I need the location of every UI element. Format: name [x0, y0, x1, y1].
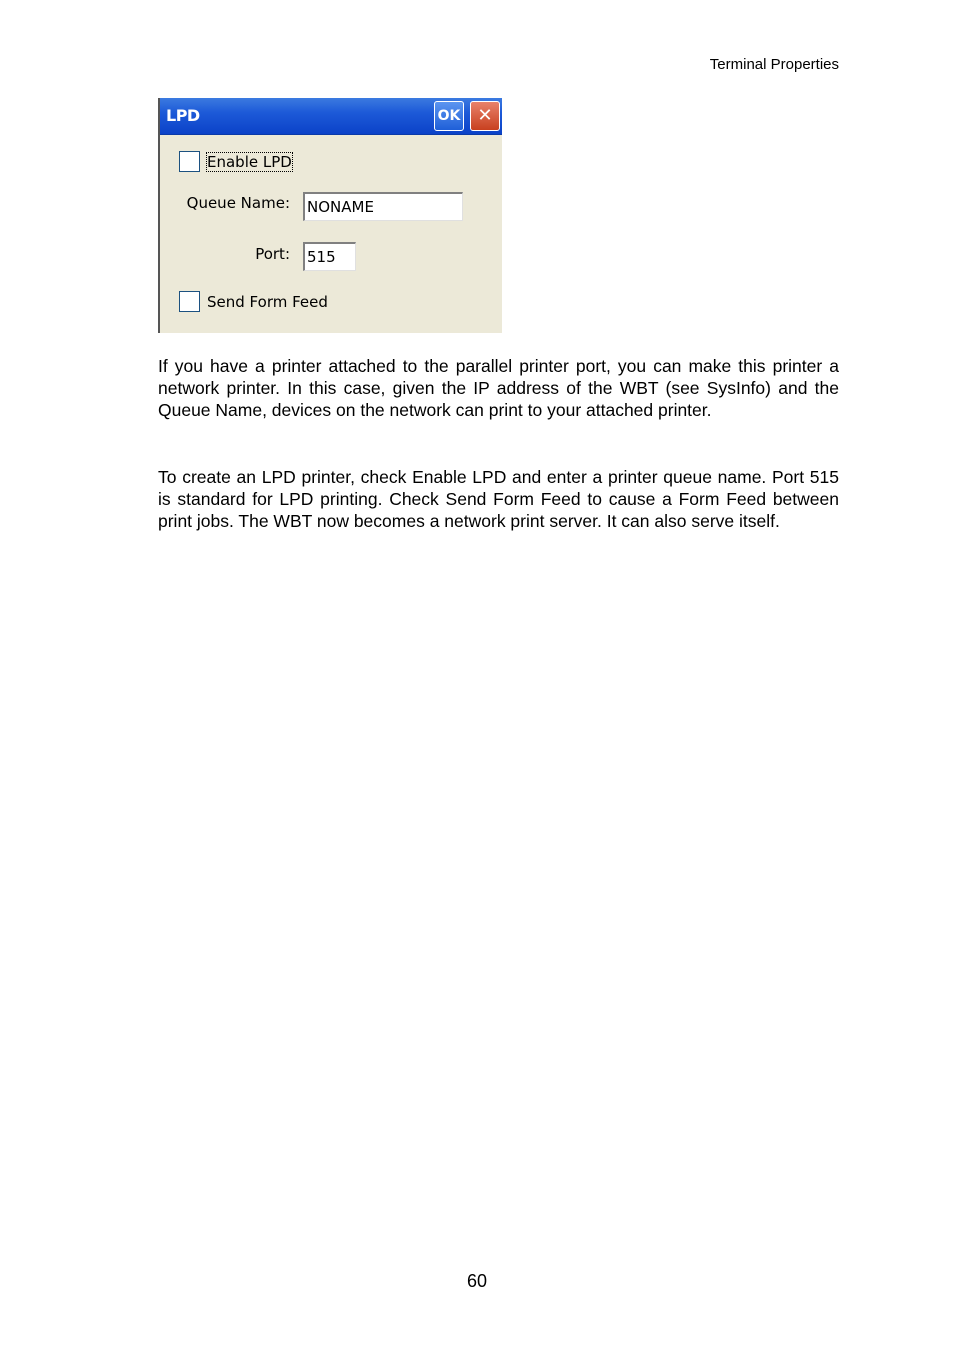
- port-input[interactable]: [303, 242, 356, 271]
- ok-button[interactable]: OK: [434, 101, 464, 131]
- queue-name-label: Queue Name:: [186, 194, 290, 212]
- page-number: 60: [466, 1271, 488, 1291]
- enable-lpd-checkbox[interactable]: [179, 151, 200, 172]
- header-title: Terminal Properties: [709, 56, 839, 73]
- port-label: Port:: [255, 245, 290, 263]
- close-button[interactable]: ✕: [470, 101, 500, 131]
- paragraph-1: If you have a printer attached to the parallel printer port, you can make this printer a network printer. In this case, given the IP address of the WBT (see SysInfo) and the Queue Name, devices on the network can print to your attached printer.: [158, 356, 839, 420]
- send-form-feed-label[interactable]: Send Form Feed: [207, 293, 328, 311]
- queue-name-input[interactable]: [303, 192, 463, 221]
- send-form-feed-checkbox[interactable]: [179, 291, 200, 312]
- dialog-title: LPD: [166, 106, 200, 125]
- paragraph-2: To create an LPD printer, check Enable LPD and enter a printer queue name. Port 515 is standard for LPD printing. Check Send Form Feed to cause a Form Feed between print jobs. The WBT now becomes a network print server. It can also serve itself.: [158, 467, 839, 531]
- lpd-dialog: [158, 98, 502, 333]
- enable-lpd-label[interactable]: Enable LPD: [207, 153, 292, 171]
- dialog-titlebar: [160, 98, 502, 135]
